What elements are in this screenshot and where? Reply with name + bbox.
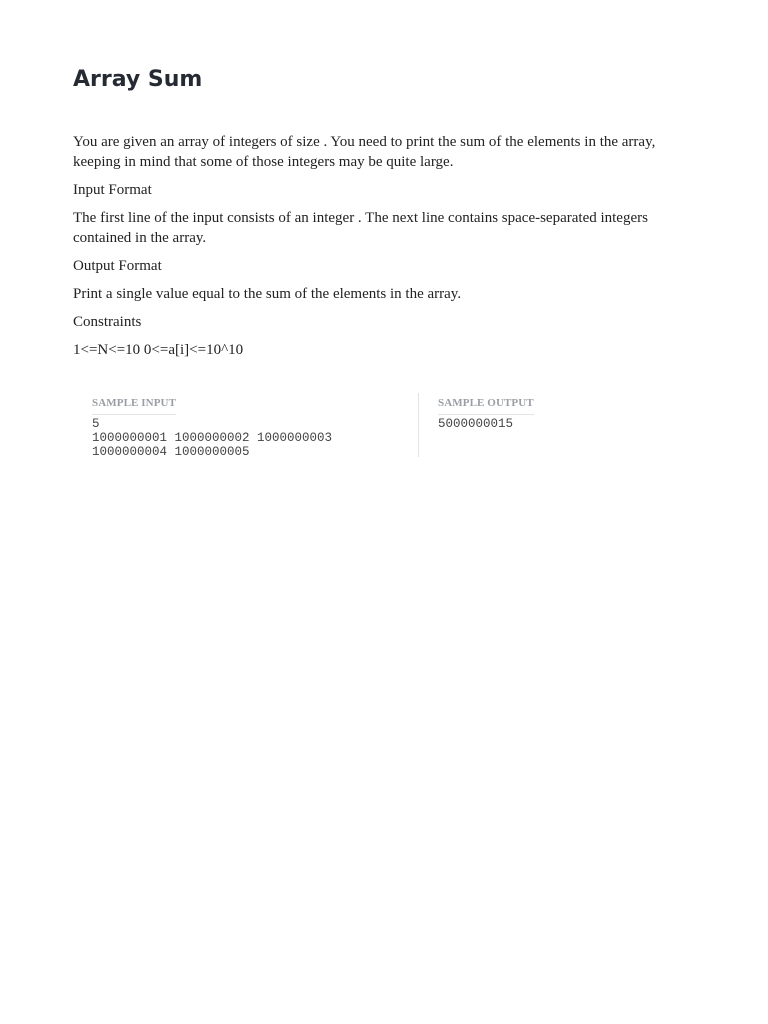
sample-output-block — [438, 393, 638, 431]
sample-output-label: SAMPLE OUTPUT — [438, 396, 534, 415]
problem-title: Array Sum — [73, 67, 203, 92]
sample-input-code — [92, 417, 418, 459]
sample-output-line: 5000000015 — [438, 417, 514, 431]
constraints-text: 1<=N<=10 0<=a[i]<=10^10 — [73, 342, 244, 358]
problem-statement — [73, 132, 693, 368]
input-format-heading: Input Format — [73, 182, 152, 198]
sample-input-line: 1000000004 1000000005 — [92, 445, 250, 459]
samples-section — [92, 393, 632, 457]
output-format-text: Print a single value equal to the sum of the elements in the array. — [73, 286, 462, 302]
sample-input-line: 5 — [92, 417, 100, 431]
sample-input-block — [92, 393, 419, 457]
input-format-text: The first line of the input consists of an integer . The next line contains space-separated integers contained in the array. — [73, 210, 648, 246]
output-format-heading: Output Format — [73, 258, 162, 274]
sample-input-label: SAMPLE INPUT — [92, 396, 176, 415]
sample-input-line: 1000000001 1000000002 1000000003 — [92, 431, 333, 445]
statement-paragraph: You are given an array of integers of size . You need to print the sum of the elements in the array, keeping in mind that some of those integers may be quite large. — [73, 134, 656, 170]
sample-output-code — [438, 417, 638, 431]
constraints-heading: Constraints — [73, 314, 142, 330]
